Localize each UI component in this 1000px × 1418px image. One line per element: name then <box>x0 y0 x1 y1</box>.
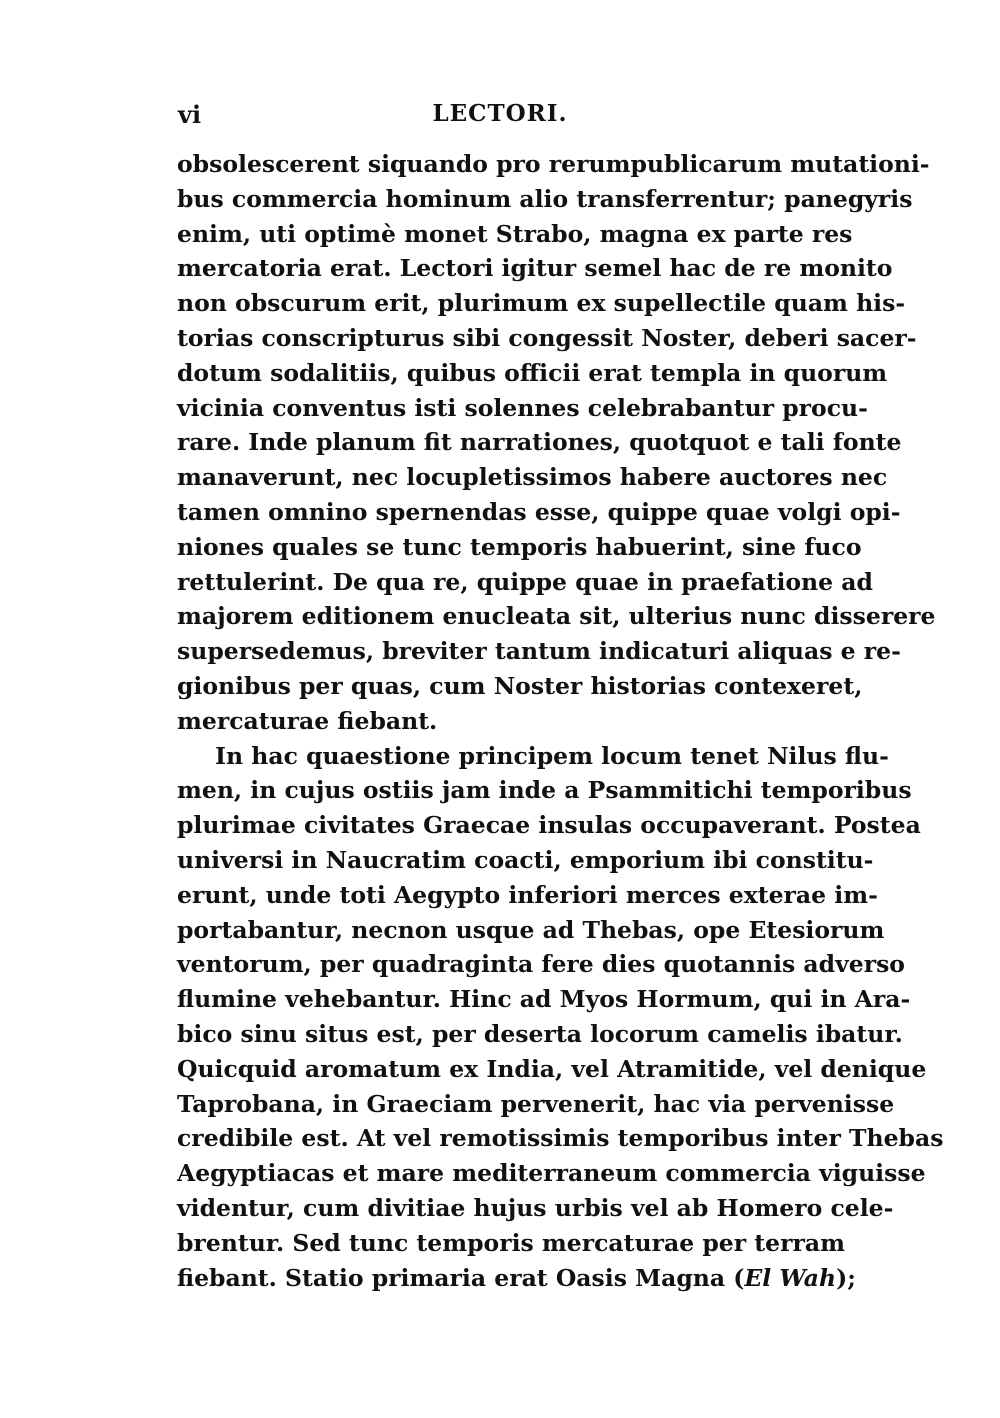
text-line: dotum sodalitiis, quibus officii erat templa in quorum <box>177 358 888 387</box>
body-text <box>177 147 944 1295</box>
text-line: manaverunt, nec locupletissimos habere auctores nec <box>177 463 888 492</box>
paragraph-1 <box>177 147 936 739</box>
text-line: torias conscripturus sibi congessit Noster, deberi sacer- <box>177 323 917 352</box>
text-line: obsolescerent siquando pro rerumpublicarum mutationi- <box>177 150 930 178</box>
page-header <box>176 100 824 130</box>
text-line-final <box>177 1261 856 1296</box>
text-line: credibile est. At vel remotissimis temporibus inter Thebas <box>177 1124 944 1153</box>
final-line-text: fiebant. Statio primaria erat Oasis Magna ( <box>177 1263 745 1292</box>
text-line: enim, uti optimè monet Strabo, magna ex parte res <box>177 219 853 248</box>
running-title: LECTORI. <box>432 100 568 127</box>
text-line: videntur, cum divitiae hujus urbis vel ab Homero cele- <box>177 1193 894 1222</box>
text-line: men, in cujus ostiis jam inde a Psammitichi temporibus <box>177 776 912 805</box>
text-line: universi in Naucratim coacti, emporium ibi constitu- <box>177 845 874 874</box>
text-line: In hac quaestione principem locum tenet Nilus flu- <box>215 741 889 770</box>
text-line: majorem editionem enucleata sit, ulterius nunc disserere <box>177 602 936 631</box>
text-line: niones quales se tunc temporis habuerint, sine fuco <box>177 532 862 561</box>
text-line: gionibus per quas, cum Noster historias contexeret, <box>177 671 863 700</box>
text-line: Quicquid aromatum ex India, vel Atramitide, vel denique <box>177 1054 927 1083</box>
text-line: mercaturae fiebant. <box>177 706 438 735</box>
text-line: rettulerint. De qua re, quippe quae in praefatione ad <box>177 567 873 596</box>
text-line: Taprobana, in Graeciam pervenerit, hac via pervenisse <box>177 1089 895 1118</box>
text-line: bus commercia hominum alio transferrentur; panegyris <box>177 184 913 213</box>
text-line: Aegyptiacas et mare mediterraneum commercia viguisse <box>177 1159 926 1188</box>
paragraph-2 <box>177 739 944 1296</box>
text-line: plurimae civitates Graecae insulas occupaverant. Postea <box>177 811 921 840</box>
text-line: portabantur, necnon usque ad Thebas, ope Etesiorum <box>177 915 885 944</box>
text-line: tamen omnino spernendas esse, quippe quae volgi opi- <box>177 497 901 526</box>
italic-place-name: El Wah <box>744 1263 837 1292</box>
text-line: non obscurum erit, plurimum ex supellectile quam his- <box>177 289 906 318</box>
final-line-end: ); <box>836 1263 856 1292</box>
page-number: vi <box>178 100 202 129</box>
text-line: erunt, unde toti Aegypto inferiori merces exterae im- <box>177 880 878 909</box>
text-line: supersedemus, breviter tantum indicaturi aliquas e re- <box>177 637 901 666</box>
text-line: flumine vehebantur. Hinc ad Myos Hormum, qui in Ara- <box>177 985 911 1014</box>
text-line: vicinia conventus isti solennes celebrabantur procu- <box>177 393 868 422</box>
text-line: mercatoria erat. Lectori igitur semel hac de re monito <box>177 254 893 283</box>
text-line: rare. Inde planum fit narrationes, quotquot e tali fonte <box>177 428 902 457</box>
text-line: ventorum, per quadraginta fere dies quotannis adverso <box>177 950 905 979</box>
text-line: brentur. Sed tunc temporis mercaturae per terram <box>177 1228 845 1257</box>
text-line: bico sinu situs est, per deserta locorum camelis ibatur. <box>177 1019 903 1048</box>
